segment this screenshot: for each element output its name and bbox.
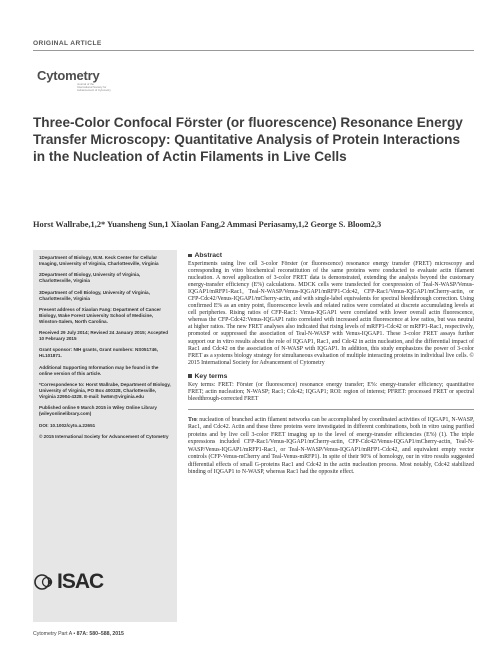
introduction-paragraph: The nucleation of branched actin filament networks can be accomplished by coordinated activities of IQGAP1, N-WASP, Rac1, and Cdc42. Actin and these three proteins were investigated in different combinations, both in vitro using purified proteins and by live cell 3-color FRET imaging up to the level of energy-transfer efficiencies (E%) (1). The triple expressions included CFP-Rac1/Venus-IQGAP1/mCherry-actin, CFP-Cdc42/Venus-IQGAP1/mCherry-actin, Teal-N-WASP/Venus-IQGAP1/mRFP1-Rac1, or Teal-N-WASP/Venus-IQGAP1/mRFP1-Cdc42, and equivalent empty vector controls (CFP-Venus-mCherry and Teal-Venus-mRFP1). In spite of their 90% of homology, our in vitro results suggested differential effects of small G-proteins Rac1 and Cdc42 in the actin nucleation process. Most notably, Cdc42 stabilized binding of IQGAP1 to N-WASP, whereas Rac1 had the opposite effect. [188,416,475,476]
journal-subtitle: Journal of the International Society for Advancement of Cytometry [77,82,111,93]
section-divider [188,409,474,410]
article-title: Three-Color Confocal Förster (or fluorescence) Resonance Energy Transfer Microscopy: Quantitative Analysis of Protein Interactions in the Nucleation of Actin Filaments in Live Cells [33,115,463,164]
journal-name: Cytometry [37,68,100,83]
main-content [188,252,474,477]
doi: DOI: 10.1002/cyto.a.22651 [39,422,96,428]
isac-logo [34,570,103,594]
present-address: Present address of Xiaolan Fang: Department of Cancer Biology, Wake Forest University School of Medicine, Winston-Salem, North Carolina. [39,306,162,324]
isac-wordmark: ISAC [57,570,104,593]
article-info-sidebar [33,250,177,622]
grant-sponsor: Grant sponsor: NIH grants, Grant numbers: NS051746, HL101871. [39,347,158,359]
sidebar-copyright: © 2015 International Society for Advancement of Cytometry [39,434,169,440]
footer-journal: Cytometry Part A [33,631,72,637]
keywords-heading: Key terms [188,373,474,380]
page-footer [33,631,124,637]
bullet-square-icon [188,374,192,378]
published-online: Published online 9 March 2015 in Wiley Online Library (wileyonlinelibrary.com) [39,405,157,417]
affiliation-1: 1Department of Biology, W.M. Keck Center for Cellular Imaging, University of Virginia, Charlottesville, Virginia [39,255,159,266]
supporting-info: Additional Supporting Information may be found in the online version of this article. [39,364,159,376]
affiliation-2: 2Department of Biology, University of Virginia, Charlottesville, Virginia [39,272,141,284]
author-list: Horst Wallrabe,1,2* Yuansheng Sun,1 Xiaolan Fang,2 Ammasi Periasamy,1,2 George S. Bloom2,3 [33,220,382,229]
abstract-heading: Abstract [188,252,474,259]
affiliation-3: 3Department of Cell Biology, University of Virginia, Charlottesville, Virginia [39,289,150,301]
abstract-copyright: © 2015 International Society for Advancement of Cytometry [188,352,474,366]
journal-logo [37,68,111,93]
header-rule [33,50,474,51]
section-label: ORIGINAL ARTICLE [33,40,102,47]
keywords-text: Key terms: FRET: Förster (or fluorescence) resonance energy transfer; E%: energy-transfer efficiency; quantitative FRET; actin nucleation; N-WASP; Rac1; Cdc42; IQGAP1; ROI: region of interest; PFRET: processed FRET or spectral bleedthrough-corrected FRET [188,381,474,402]
isac-emblem-icon [34,573,56,591]
abstract-text: Experiments using live cell 3-color Förster (or fluorescence) resonance energy transfer (FRET) microscopy and corresponding in vitro biochemical reconstitution of the same proteins were conducted to evaluate actin filament nucleation. A novel application of 3-color FRET data is demonstrated, extending the analysis beyond the customary energy-transfer efficiency (E%) calculations. MDCK cells were transfected for coexpression of Teal-N-WASP/Venus-IQGAP1/mRFP1-Rac1, Teal-N-WASP/Venus-IQGAP1/mRFP1-Cdc42, CFP-Rac1/Venus-IQGAP1/mCherry-actin, or CFP-Cdc42/Venus-IQGAP1/mCherry-actin, and with single-label equivalents for spectral bleedthrough correction. Using confirmed E% as an entry point, fluorescence levels and related ratios were correlated at discrete accumulating levels at cell peripheries. Rising ratios of CFP-Rac1: Venus-IQGAP1 were correlated with lower overall actin fluorescence, whereas the CFP-Cdc42:Venus-IQGAP1 ratio correlated with increased actin fluorescence at low ratios, but was neutral at higher ratios. The new FRET analyses also indicated that rising levels of mRFP1-Cdc42 or mRFP1-Rac1, respectively, promoted or suppressed the association of Teal-N-WASP with Venus-IQGAP1. These 3-color FRET assays further support our in vitro results about the role of IQGAP1, Rac1, and Cdc42 in actin nucleation, and the differential impact of Rac1 and Cdc42 on the association of N-WASP with IQGAP1. In addition, this study emphasizes the power of 3-color FRET as a systems biology strategy for simultaneous evaluation of multiple interacting proteins in individual live cells. © 2015 International Society for Advancement of Cytometry [188,261,474,366]
intro-lead-word: The [188,416,198,423]
footer-citation: 87A: 580–588, 2015 [76,631,124,637]
received-dates: Received 29 July 2014; Revised 24 January 2015; Accepted 10 February 2015 [39,330,169,342]
bullet-square-icon [188,254,192,258]
footer-separator: • [73,631,77,637]
correspondence: *Correspondence to: Horst Wallrabe, Department of Biology, University of Virginia, PO Box 400328, Charlottesville, Virginia 22904-4328. E-mail: hw5m@virginia.edu [39,382,171,399]
